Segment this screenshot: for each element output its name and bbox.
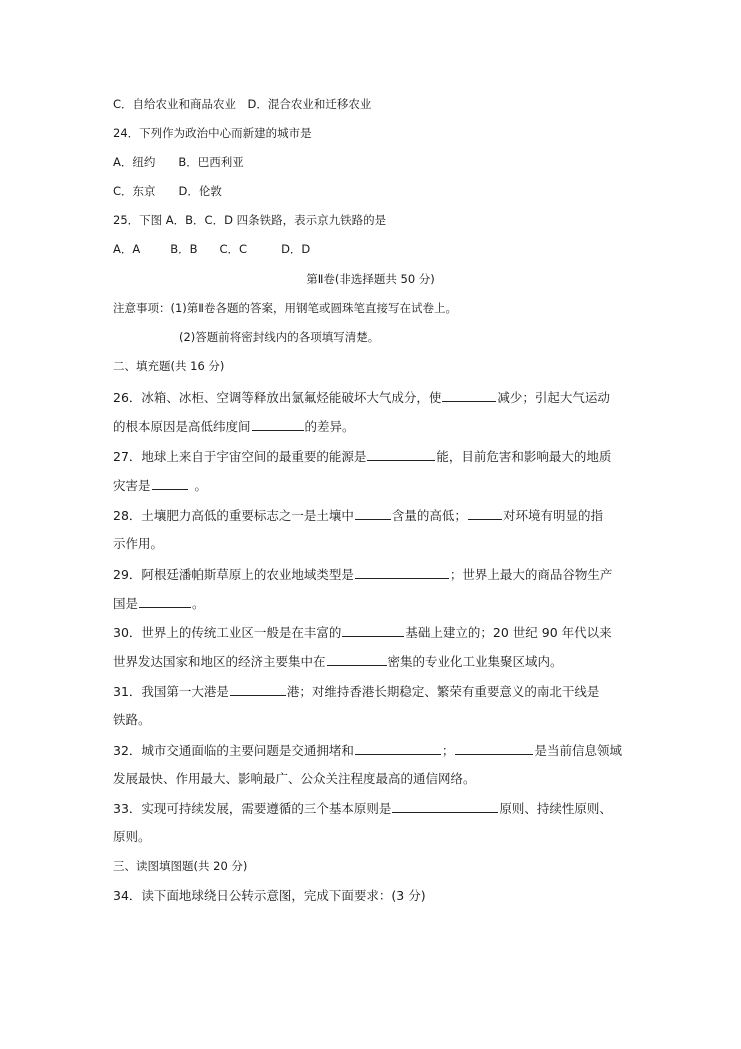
q31-text-c: 铁路。 [113, 712, 151, 727]
q28-text-a: 28．土壤肥力高低的重要标志之一是土壤中 [113, 508, 354, 523]
q25-option-b: B．B [170, 242, 198, 256]
notes-line-1: 注意事项：(1)第Ⅱ卷各题的答案，用钢笔或圆珠笔直接写在试卷上。 [113, 301, 457, 315]
q32-line-1 [113, 742, 622, 759]
notes-line-2: (2)答题前将密封线内的各项填写清楚。 [179, 330, 380, 344]
q27-text-d: 。 [194, 478, 208, 493]
q33-text-b: 原则、持续性原则、 [499, 801, 612, 816]
q26-blank-1 [442, 389, 496, 402]
q28-text-d: 示作用。 [113, 536, 164, 551]
q27-text-a: 27．地球上来自于宇宙空间的最重要的能源是 [113, 449, 367, 464]
q30-text-c: 世界发达国家和地区的经济主要集中在 [113, 654, 326, 669]
q34-stem: 34．读下面地球绕日公转示意图，完成下面要求：(3 分) [113, 888, 426, 903]
q24-options-ab: A．纽约 B．巴西利亚 [113, 155, 244, 169]
q33-text-a: 33．实现可持续发展，需要遵循的三个基本原则是 [113, 801, 392, 816]
q29-line-1 [113, 566, 612, 583]
q28-blank-1 [355, 507, 391, 520]
q27-text-c: 灾害是 [113, 478, 151, 493]
q29-text-a: 29．阿根廷潘帕斯草原上的农业地域类型是 [113, 567, 354, 582]
q31-line-2 [113, 712, 151, 728]
q32-text-b: ； [441, 743, 455, 758]
part2-title: 第Ⅱ卷(非选择题共 50 分) [306, 272, 435, 286]
q31-blank-1 [230, 683, 286, 696]
q28-line-1 [113, 507, 603, 524]
q32-text-c: 是当前信息领域 [534, 743, 622, 758]
q28-blank-2 [468, 507, 502, 520]
q27-text-b: 能，目前危害和影响最大的地质 [436, 449, 612, 464]
q27-blank-2 [152, 477, 188, 490]
q29-text-d: 。 [192, 596, 205, 611]
q32-blank-1 [355, 742, 441, 755]
q30-line-1 [113, 624, 612, 641]
q27-blank-1 [367, 448, 435, 461]
section2-title: 二、填充题(共 16 分) [113, 359, 225, 373]
q26-blank-2 [252, 418, 304, 431]
q33-line-2 [113, 829, 151, 845]
q25-stem: 25．下图 A．B．C．D 四条铁路，表示京九铁路的是 [113, 213, 387, 227]
q28-text-c: 对环境有明显的指 [502, 508, 603, 523]
q29-line-2 [113, 595, 205, 612]
q25-option-c: C．C [219, 242, 248, 256]
q26-text-a: 26．冰箱、冰柜、空调等释放出氯氟烃能破坏大气成分，使 [113, 390, 442, 405]
section3-title: 三、读图填图题(共 20 分) [113, 859, 248, 873]
q31-line-1 [113, 683, 599, 700]
q29-blank-1 [355, 566, 449, 579]
q30-blank-1 [342, 624, 404, 637]
q27-line-2 [113, 477, 207, 494]
q33-text-c: 原则。 [113, 829, 151, 844]
q30-text-a: 30．世界上的传统工业区一般是在丰富的 [113, 625, 342, 640]
q29-text-c: 国是 [113, 596, 139, 611]
q32-text-d: 发展最快、作用最大、影响最广、公众关注程度最高的通信网络。 [113, 771, 476, 786]
q25-option-d: D．D [281, 242, 311, 256]
q26-text-b: 减少；引起大气运动 [497, 390, 610, 405]
q29-text-b: ；世界上最大的商品谷物生产 [449, 567, 613, 582]
q28-text-b: 含量的高低； [391, 508, 467, 523]
q25-option-a: A．A [113, 242, 141, 256]
q30-blank-2 [327, 653, 387, 666]
q32-line-2 [113, 771, 476, 787]
q29-blank-2 [139, 595, 191, 608]
q26-line-1 [113, 389, 610, 406]
q30-text-d: 密集的专业化工业集聚区域内。 [387, 654, 563, 669]
q24-stem: 24．下列作为政治中心而新建的城市是 [113, 126, 312, 140]
q26-text-d: 的差异。 [304, 419, 355, 434]
q32-text-a: 32．城市交通面临的主要问题是交通拥堵和 [113, 743, 354, 758]
q30-line-2 [113, 653, 563, 670]
q30-text-b: 基础上建立的；20 世纪 90 年代以来 [405, 625, 612, 640]
q33-blank-1 [392, 800, 498, 813]
q26-line-2 [113, 418, 355, 435]
q23-options-cd: C．自给农业和商品农业 D．混合农业和迁移农业 [113, 97, 372, 111]
q32-blank-2 [455, 742, 533, 755]
q27-line-1 [113, 448, 611, 465]
q31-text-a: 31．我国第一大港是 [113, 684, 229, 699]
q33-line-1 [113, 800, 612, 817]
q25-options [113, 241, 310, 257]
q28-line-2 [113, 536, 163, 552]
q26-text-c: 的根本原因是高低纬度间 [113, 419, 251, 434]
q24-options-cd: C．东京 D．伦敦 [113, 184, 222, 198]
q31-text-b: 港；对维持香港长期稳定、繁荣有重要意义的南北干线是 [286, 684, 600, 699]
